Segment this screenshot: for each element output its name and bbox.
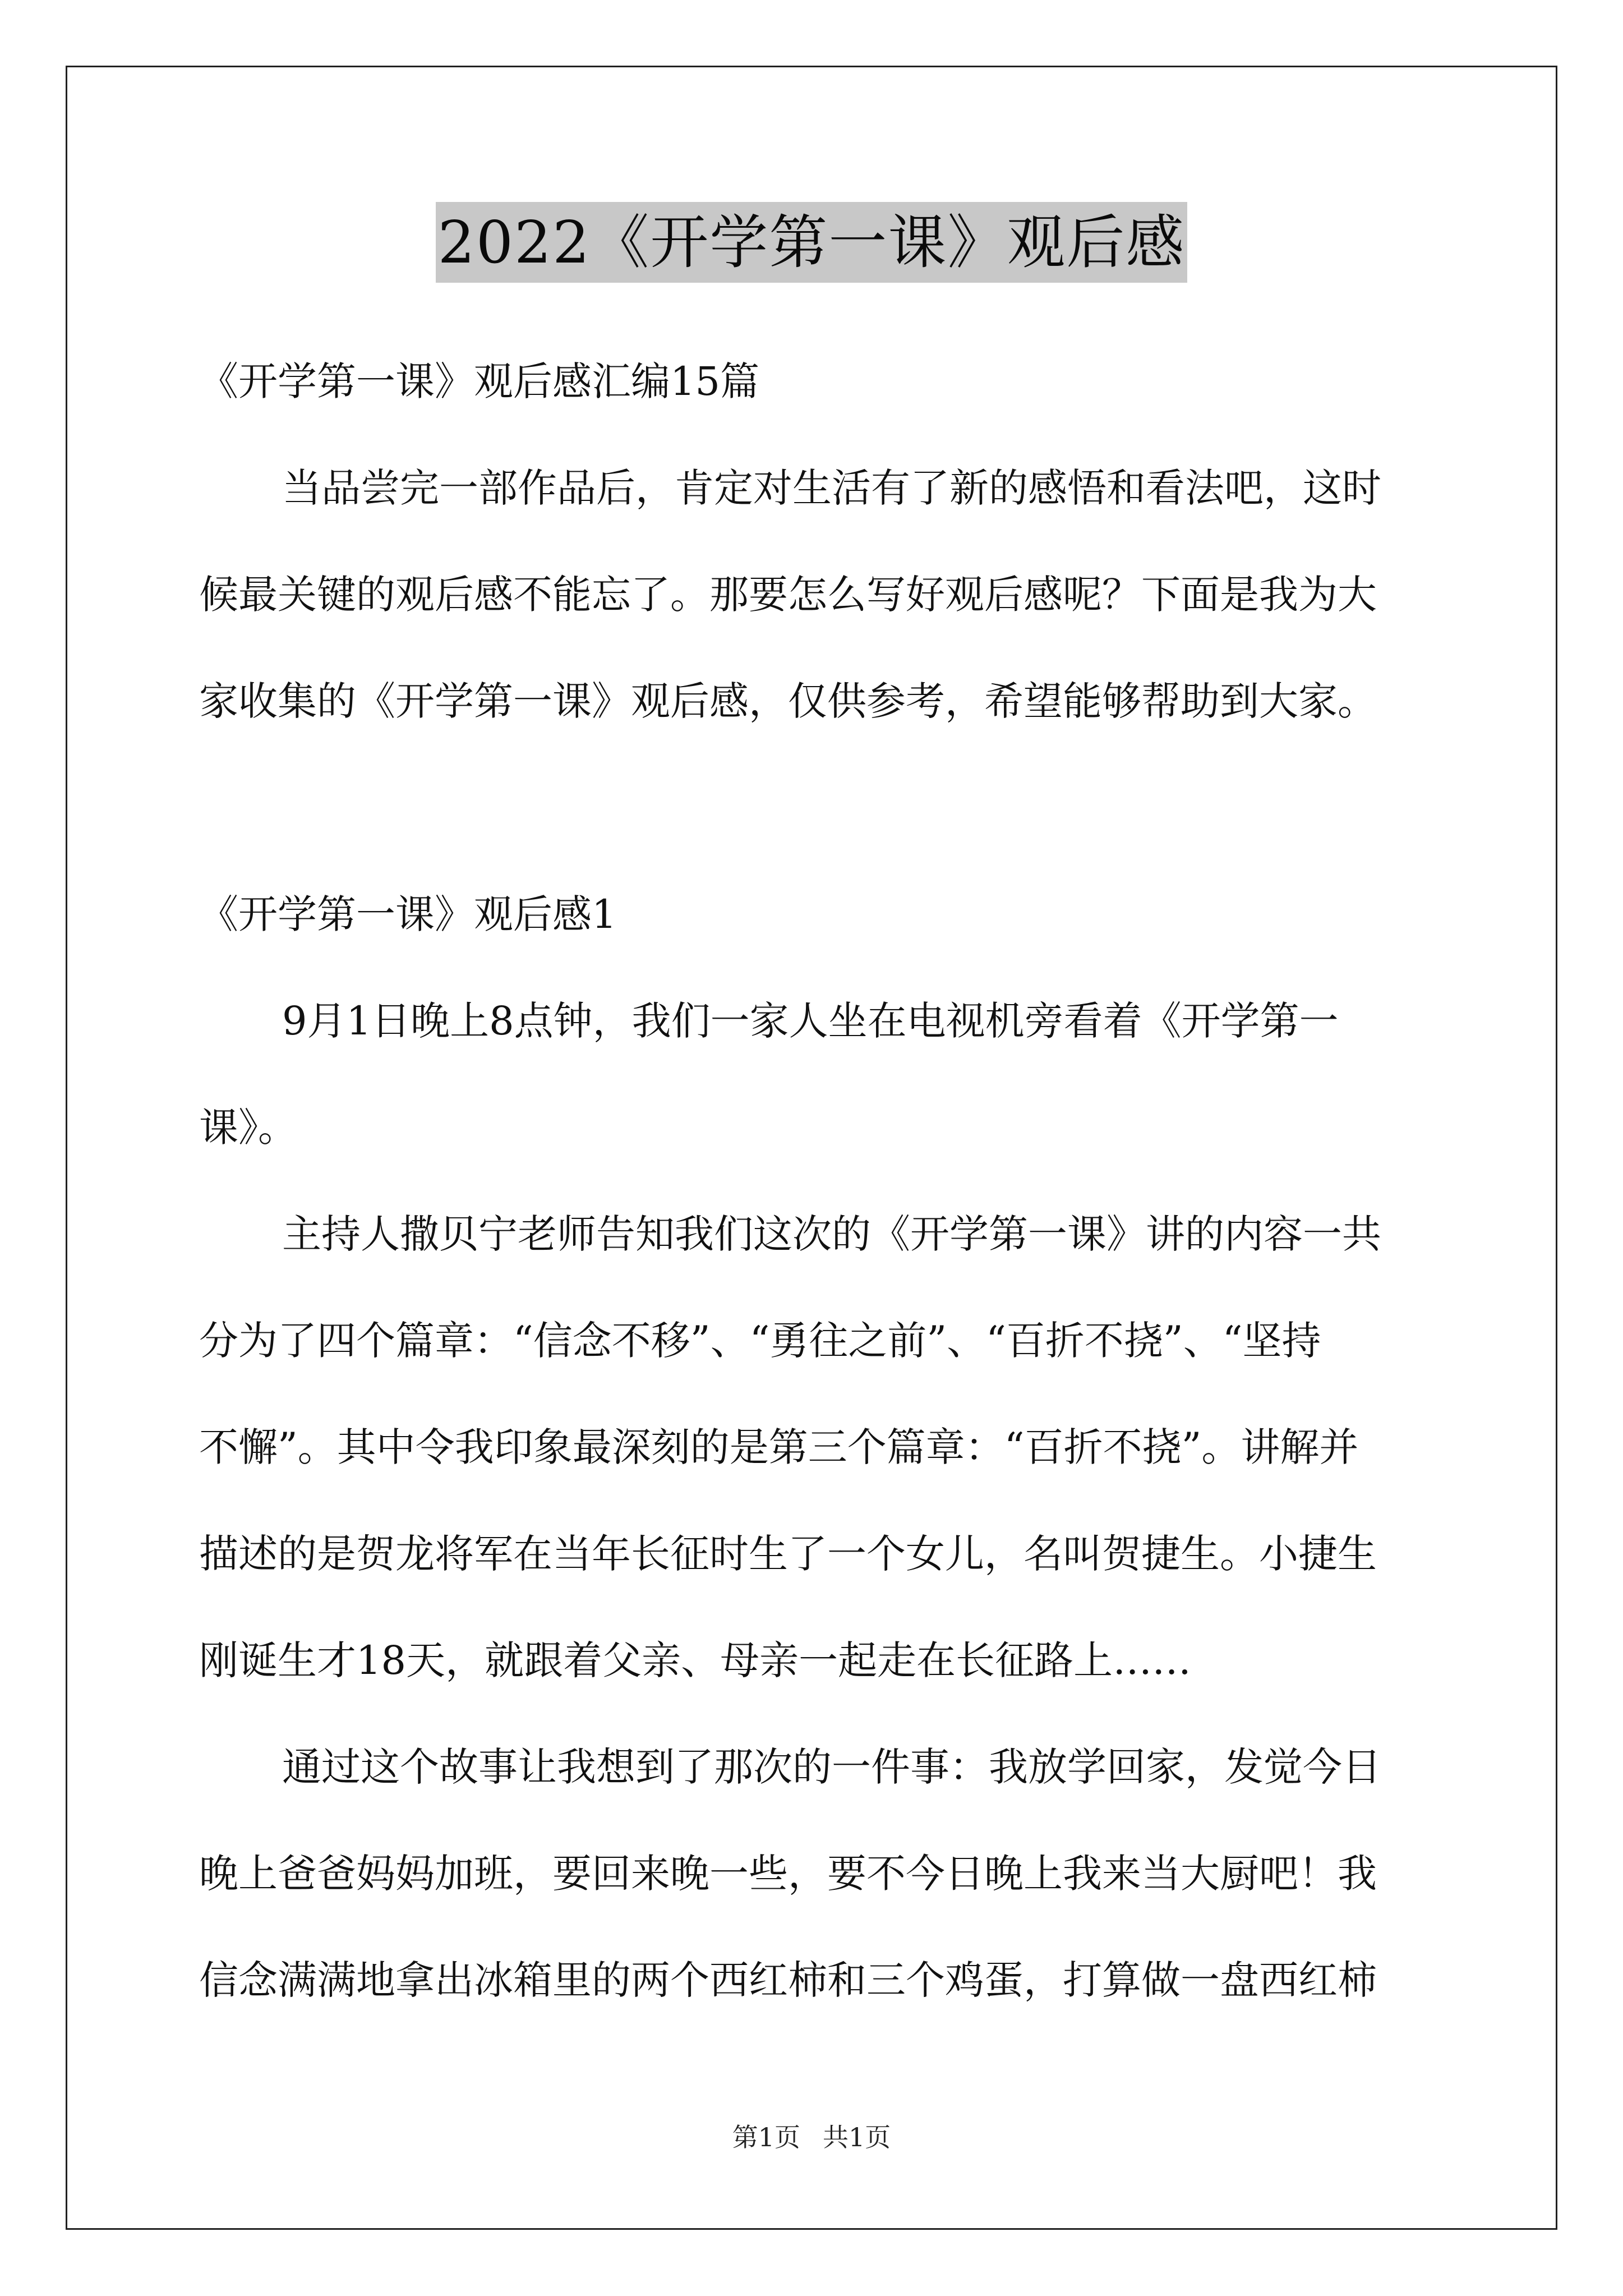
paragraph-line: 通过这个故事让我想到了那次的一件事：我放学回家，发觉今日 (282, 1744, 1381, 1790)
paragraph-line: 9月1日晚上8点钟，我们一家人坐在电视机旁看着《开学第一 (282, 998, 1339, 1044)
subtitle: 《开学第一课》观后感汇编15篇 (199, 358, 760, 404)
paragraph-line: 信念满满地拿出冰箱里的两个西红柿和三个鸡蛋，打算做一盘西红柿 (199, 1957, 1377, 2003)
blank-line (199, 754, 1430, 861)
section-title: 《开学第一课》观后感1 (199, 891, 617, 937)
paragraph-line: 描述的是贺龙将军在当年长征时生了一个女儿，名叫贺捷生。小捷生 (199, 1531, 1377, 1577)
paragraph-line: 课》。 (199, 1105, 297, 1151)
paragraph-line: 分为了四个篇章：“信念不移”、“勇往之前”、“百折不挠”、“坚持 (199, 1318, 1321, 1364)
document-title: 2022《开学第一课》观后感 (436, 202, 1188, 283)
paragraph-line: 主持人撒贝宁老师告知我们这次的《开学第一课》讲的内容一共 (282, 1211, 1381, 1257)
paragraph-line: 晚上爸爸妈妈加班，要回来晚一些，要不今日晚上我来当大厨吧！我 (199, 1851, 1377, 1897)
intro-line: 当品尝完一部作品后，肯定对生活有了新的感悟和看法吧，这时 (282, 465, 1381, 511)
page-total: 共1页 (823, 2122, 891, 2152)
title-container (0, 202, 1623, 283)
paragraph-line: 不懈”。其中令我印象最深刻的是第三个篇章：“百折不挠”。讲解并 (199, 1424, 1359, 1470)
page-footer (0, 2120, 1623, 2154)
document-body (199, 328, 1430, 2033)
page-number: 第1页 (732, 2122, 800, 2152)
intro-line: 候最关键的观后感不能忘了。那要怎么写好观后感呢？下面是我为大 (199, 572, 1377, 618)
intro-line: 家收集的《开学第一课》观后感，仅供参考，希望能够帮助到大家。 (199, 678, 1377, 724)
paragraph-line: 刚诞生才18天，就跟着父亲、母亲一起走在长征路上…… (199, 1637, 1192, 1683)
